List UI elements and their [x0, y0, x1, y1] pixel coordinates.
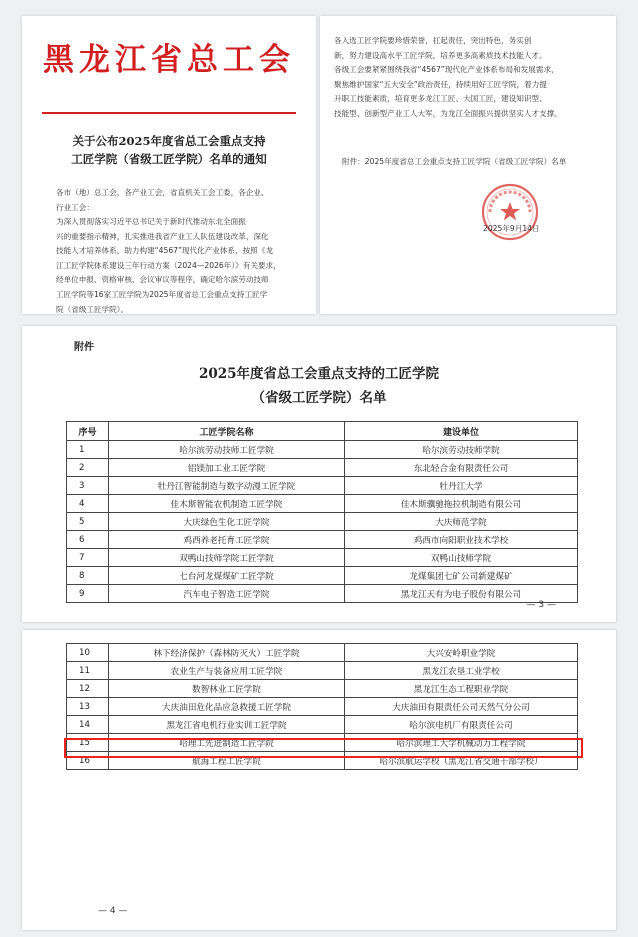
table-row	[67, 680, 578, 698]
row-number: 8	[67, 567, 109, 585]
notice-body-continued	[334, 34, 606, 122]
table-row	[67, 531, 578, 549]
academy-name: 大庆绿色生化工匠学院	[109, 513, 345, 531]
notice-page-right	[320, 16, 616, 314]
table-row	[67, 477, 578, 495]
row-number: 7	[67, 549, 109, 567]
table-row-highlighted	[67, 752, 578, 770]
salutation-line: 行业工会：	[56, 202, 94, 212]
page-number: — 3 —	[526, 600, 556, 610]
page-number: — 4 —	[98, 906, 128, 916]
academy-name: 大庆油田危化品应急救援工匠学院	[109, 698, 345, 716]
table-row	[67, 585, 578, 603]
academy-name: 哈理工先进制造工匠学院	[109, 734, 345, 752]
table-row	[67, 698, 578, 716]
row-number: 16	[67, 752, 109, 770]
body-line: 兴的重要指示精神，扎实推进我省产业工人队伍建设改革，深化	[56, 231, 269, 241]
building-unit: 黑龙江农垦工业学校	[345, 662, 578, 680]
academy-name: 牡丹江智能制造与数字动漫工匠学院	[109, 477, 345, 495]
academy-name: 农业生产与装备应用工匠学院	[109, 662, 345, 680]
academy-name: 七台河龙煤煤矿工匠学院	[109, 567, 345, 585]
academy-name: 哈尔滨劳动技师工匠学院	[109, 441, 345, 459]
building-unit: 黑龙江生态工程职业学院	[345, 680, 578, 698]
building-unit: 佳木斯骥驰拖拉机制造有限公司	[345, 495, 578, 513]
table-row	[67, 513, 578, 531]
academy-name: 航海工程工匠学院	[109, 752, 345, 770]
attachment-page-3	[22, 326, 616, 622]
table-row	[67, 459, 578, 477]
row-number: 2	[67, 459, 109, 477]
row-number: 4	[67, 495, 109, 513]
building-unit: 双鸭山技师学院	[345, 549, 578, 567]
building-unit: 大庆师范学院	[345, 513, 578, 531]
body-line: 江工匠学院体系建设三年行动方案（2024—2026年）》有关要求，	[56, 260, 281, 270]
table-header-row	[67, 422, 578, 441]
row-number: 6	[67, 531, 109, 549]
notice-title-line1: 关于公布2025年度省总工会重点支持	[72, 134, 266, 148]
col-header-unit: 建设单位	[345, 422, 578, 441]
academy-name: 鸡西养老托育工匠学院	[109, 531, 345, 549]
academy-name: 双鸭山技师学院工匠学院	[109, 549, 345, 567]
col-header-number: 序号	[67, 422, 109, 441]
building-unit: 哈尔滨劳动技师学院	[345, 441, 578, 459]
building-unit: 黑龙江天有为电子股份有限公司	[345, 585, 578, 603]
body-line: 为深入贯彻落实习近平总书记关于新时代推动东北全面振	[56, 217, 246, 226]
body-line: 各入选工匠学院要珍惜荣誉，扛起责任，突出特色，务实创	[334, 36, 532, 45]
table-row	[67, 662, 578, 680]
building-unit: 大庆油田有限责任公司天然气分公司	[345, 698, 578, 716]
academy-name: 汽车电子智造工匠学院	[109, 585, 345, 603]
academy-name: 佳木斯智能农机制造工匠学院	[109, 495, 345, 513]
table-row	[67, 495, 578, 513]
table-row	[67, 549, 578, 567]
building-unit: 东北轻合金有限责任公司	[345, 459, 578, 477]
academy-name: 林下经济保护（森林防灭火）工匠学院	[109, 644, 345, 662]
masthead-title: 黑龙江省总工会	[43, 42, 295, 78]
attachment-label: 附件	[74, 342, 94, 353]
sign-date: 2025年9月14日	[483, 224, 540, 233]
attachment-note: 附件：2025年度省总工会重点支持工匠学院（省级工匠学院）名单	[342, 157, 567, 166]
academy-name: 黑龙江省电机行业实训工匠学院	[109, 716, 345, 734]
building-unit: 哈尔滨航运学校（黑龙江省交通干部学校）	[345, 752, 578, 770]
body-line: 聚焦维护国家“五大安全”政治责任，持续用好工匠学院，着力提	[334, 79, 547, 89]
building-unit: 大兴安岭职业学院	[345, 644, 578, 662]
academy-name: 铝镁加工业工匠学院	[109, 459, 345, 477]
table-row	[67, 716, 578, 734]
notice-page-left	[22, 16, 316, 314]
notice-title-line2: 工匠学院（省级工匠学院）名单的通知	[71, 152, 267, 166]
table-row	[67, 567, 578, 585]
building-unit: 哈尔滨理工大学机械动力工程学院	[345, 734, 578, 752]
body-line: 技能人才培养体系，助力构建“4567”现代化产业体系，按照《龙	[56, 246, 274, 256]
table-row	[67, 441, 578, 459]
col-header-name: 工匠学院名称	[109, 422, 345, 441]
table-row	[67, 644, 578, 662]
building-unit: 龙煤集团七矿公司新建煤矿	[345, 567, 578, 585]
body-line: 升职工技能素质，培育更多龙江工匠、大国工匠，建设知识型、	[334, 94, 547, 104]
red-divider-line	[42, 112, 296, 114]
row-number: 10	[67, 644, 109, 662]
body-line: 技能型、创新型产业工人大军，为龙江全面振兴提供坚实人才支撑。	[334, 108, 562, 118]
body-line: 新，努力建设高水平工匠学院，培养更多高素质技术技能人才。	[334, 50, 547, 60]
roster-table-continued	[66, 643, 578, 770]
building-unit: 牡丹江大学	[345, 477, 578, 495]
building-unit: 哈尔滨电机厂有限责任公司	[345, 716, 578, 734]
notice-title	[32, 132, 306, 168]
notice-salutation	[56, 186, 306, 215]
notice-body	[56, 215, 306, 317]
row-number: 11	[67, 662, 109, 680]
body-line: 各级工会要紧紧围绕我省“4567”现代化产业体系布局和发展需求，	[334, 65, 559, 75]
row-number: 1	[67, 441, 109, 459]
attachment-page-4	[22, 630, 616, 930]
row-number: 13	[67, 698, 109, 716]
row-number: 14	[67, 716, 109, 734]
row-number: 12	[67, 680, 109, 698]
list-title-line2: （省级工匠学院）名单	[251, 390, 387, 406]
body-line: 院（省级工匠学院）。	[56, 304, 129, 314]
body-line: 经单位申报、资格审核、会议审议等程序，确定哈尔滨劳动技师	[56, 275, 269, 285]
academy-name: 数智林业工匠学院	[109, 680, 345, 698]
list-title-line1: 2025年度省总工会重点支持的工匠学院	[198, 366, 440, 382]
row-number: 9	[67, 585, 109, 603]
row-number: 3	[67, 477, 109, 495]
roster-table	[66, 421, 578, 603]
building-unit: 鸡西市向阳职业技术学校	[345, 531, 578, 549]
row-number: 5	[67, 513, 109, 531]
table-row	[67, 734, 578, 752]
body-line: 工匠学院等16家工匠学院为2025年度省总工会重点支持工匠学	[56, 289, 268, 299]
row-number: 15	[67, 734, 109, 752]
salutation-line: 各市（地）总工会，各产业工会，省直机关工会工委，各企业、	[56, 188, 269, 197]
